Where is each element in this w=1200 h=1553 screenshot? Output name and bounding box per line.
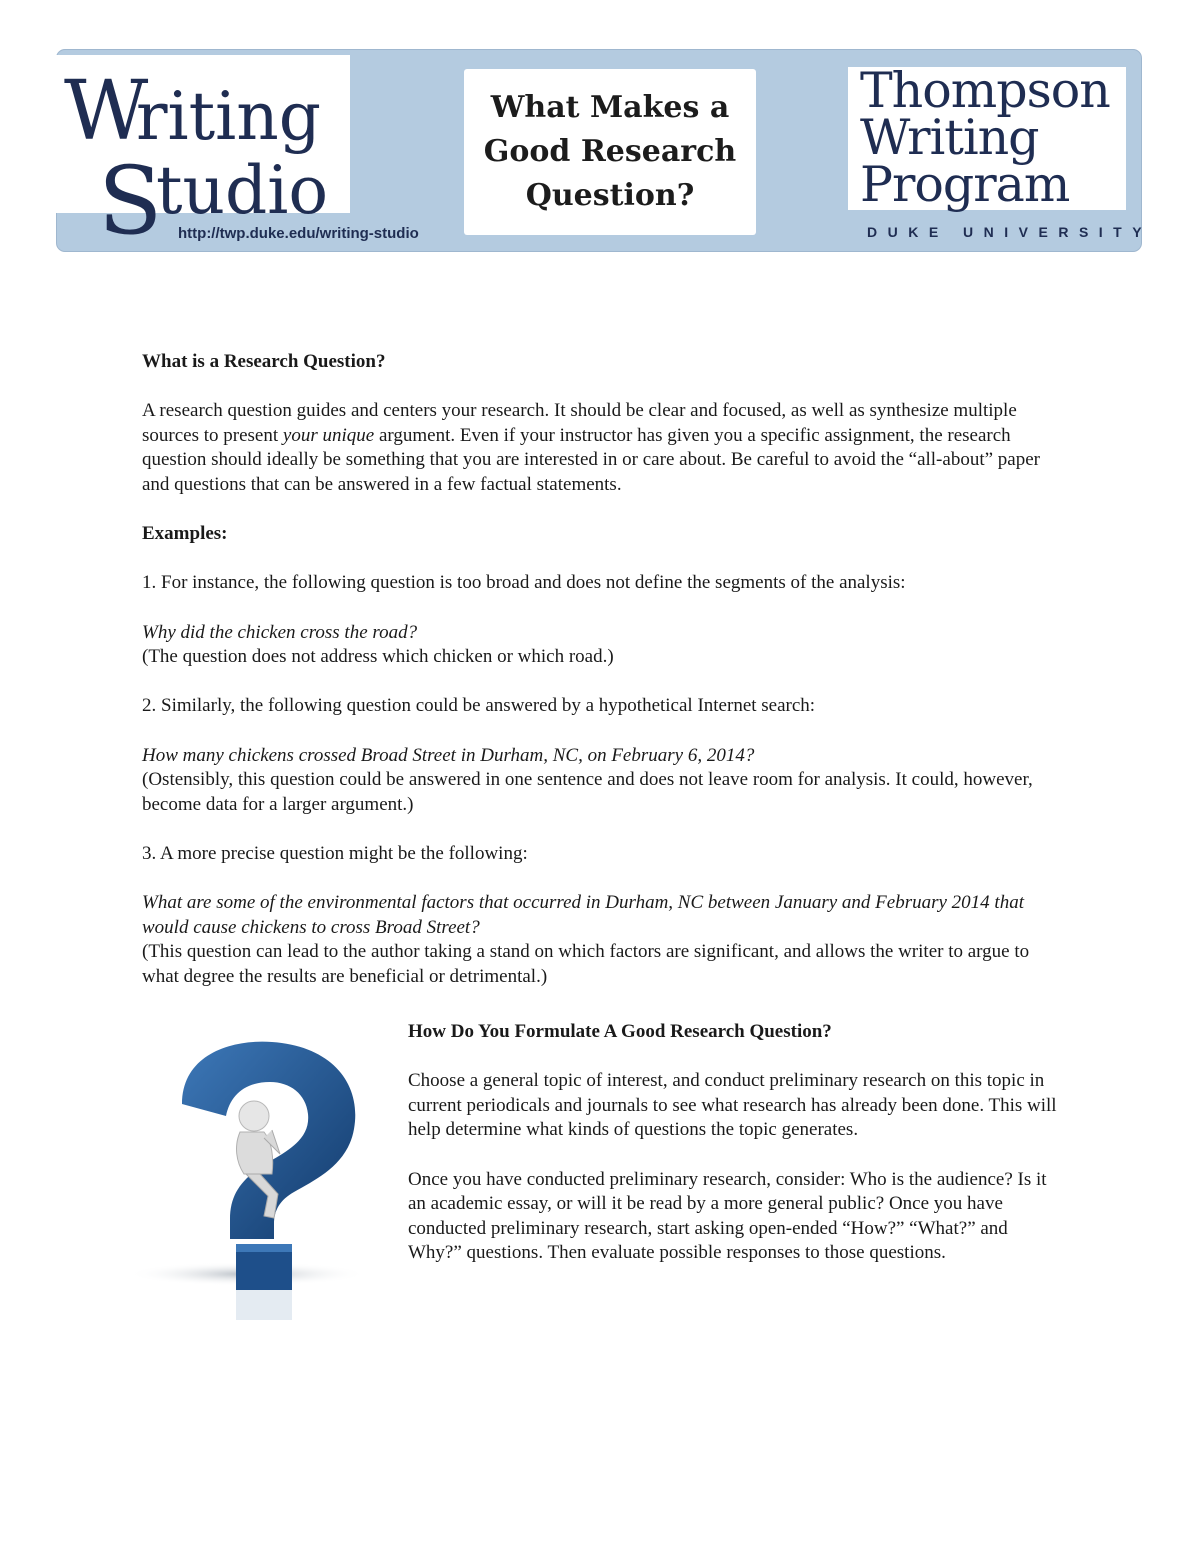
example-2-intro: 2. Similarly, the following question could be answered by a hypothetical Internet search: (142, 695, 816, 717)
example-1-note: (The question does not address which chicken or which road.) (142, 646, 614, 668)
formulate-section (408, 1020, 1058, 1291)
example-1-block (142, 621, 1067, 670)
svg-text:tudio: tudio (156, 152, 329, 229)
thompson-writing-program-logo: Thompson Writing Program (860, 62, 1110, 213)
example-2-note: (Ostensibly, this question could be answered in one sentence and does not leave room for analysis. It could, however, become data for a larger argument.) (142, 769, 1033, 815)
example-3-intro: 3. A more precise question might be the following: (142, 842, 528, 864)
svg-text:W: W (64, 64, 149, 159)
example-2-question: How many chickens crossed Broad Street in Durham, NC, on February 6, 2014? (142, 744, 755, 766)
document-title-box (464, 69, 756, 235)
writing-studio-logo (64, 55, 356, 245)
document-body (142, 350, 1067, 1014)
document-title: What Makes a Good Research Question? (483, 90, 737, 213)
section-heading-research-question: What is a Research Question? (142, 351, 386, 372)
writing-studio-url[interactable]: http://twp.duke.edu/writing-studio (178, 225, 419, 242)
example-1-question: Why did the chicken cross the road? (142, 621, 418, 643)
example-2-block (142, 744, 1067, 818)
duke-university-label: DUKE UNIVERSITY (867, 224, 1153, 240)
examples-heading: Examples: (142, 523, 228, 545)
formulate-paragraph-1: Choose a general topic of interest, and conduct preliminary research on this topic in current periodicals and journals to see what research has already been done. This will help determine what kinds of questions the topic generates. (408, 1070, 1057, 1141)
example-3-question: What are some of the environmental factors that occurred in Durham, NC between January and February 2014 that would cause chickens to cross Broad Street? (142, 892, 1024, 938)
example-3-block (142, 891, 1067, 989)
svg-text:S: S (98, 147, 163, 245)
question-mark-thinker-illustration (122, 1034, 372, 1339)
section-heading-formulate: How Do You Formulate A Good Research Question? (408, 1021, 832, 1042)
example-3-note: (This question can lead to the author taking a stand on which factors are significant, and allows the writer to argue to what degree the results are beneficial or detrimental.) (142, 941, 1030, 987)
svg-text:riting: riting (136, 78, 322, 155)
research-question-paragraph: A research question guides and centers your research. It should be clear and focused, as well as synthesize multiple sources to present your unique argument. Even if your instructor has given you a specific assignment, the research question should ideally be something that you are interested in or care about. Be careful to avoid the “all-about” paper and questions that can be answered in a few factual statements. (142, 400, 1040, 495)
example-1-intro: 1. For instance, the following question is too broad and does not define the segments of the analysis: (142, 572, 906, 594)
formulate-paragraph-2: Once you have conducted preliminary research, consider: Who is the audience? Is it an academic essay, or will it be read by a more general public? Once you have conducted preliminary research, start asking open-ended “How?” “What?” and Why?” questions. Then evaluate possible responses to those questions. (408, 1168, 1047, 1264)
